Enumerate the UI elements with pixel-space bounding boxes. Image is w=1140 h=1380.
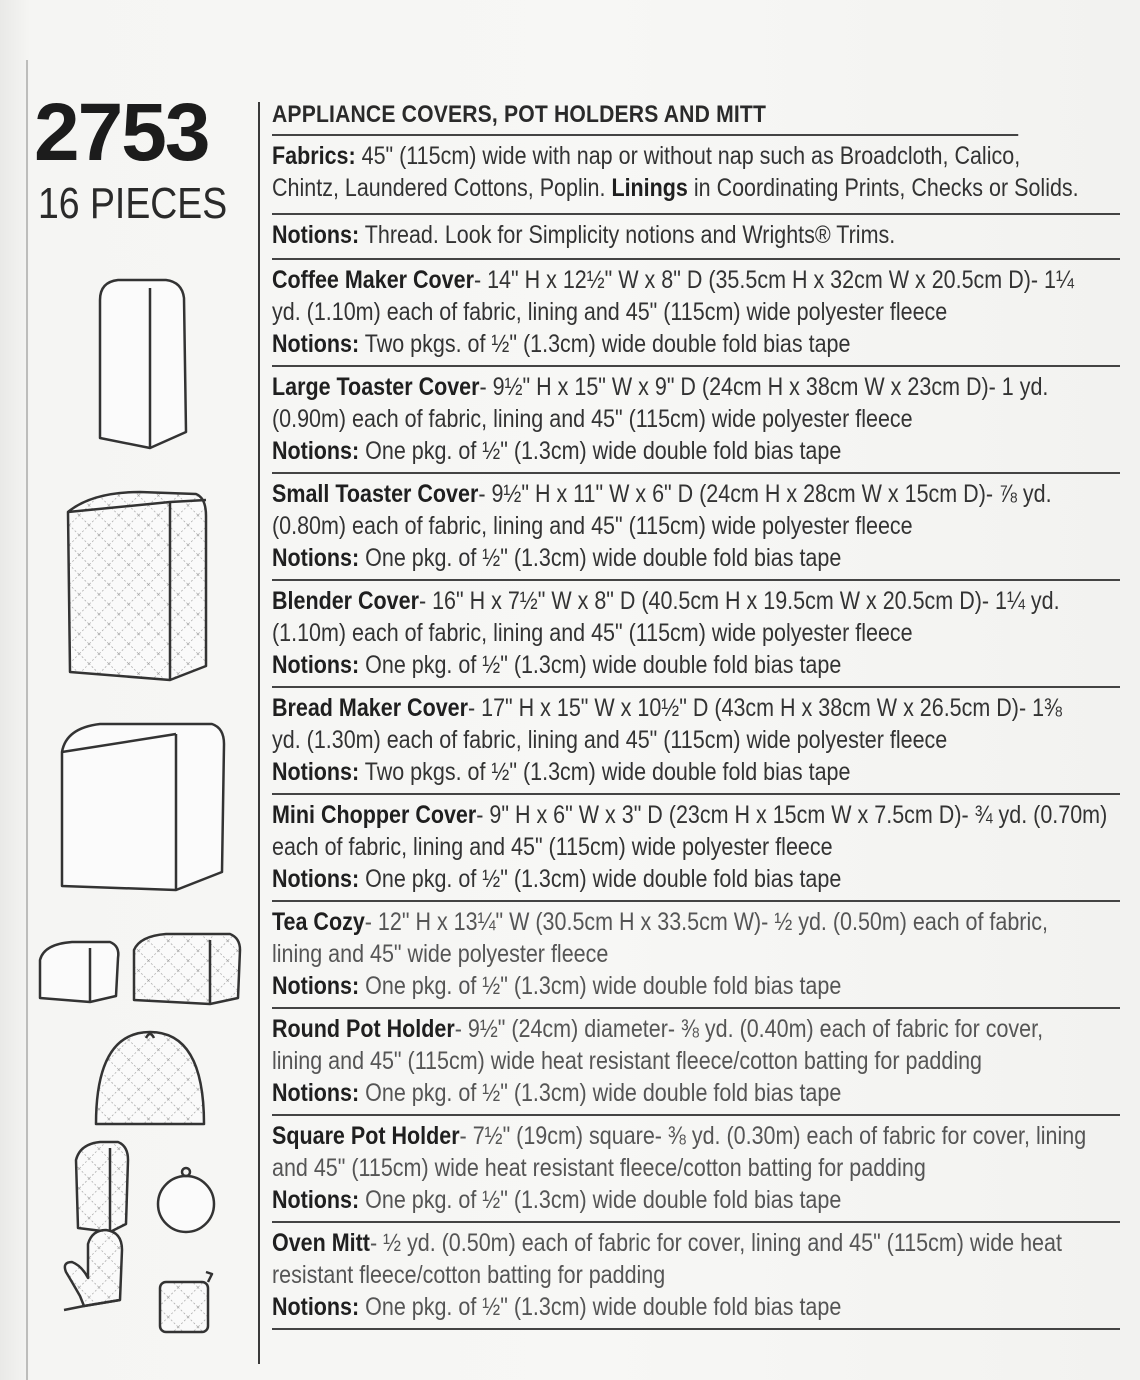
item-notions-text: One pkg. of ½" (1.3cm) wide double fold bias tape (359, 651, 842, 679)
item-yardage: (1.10m) each of fabric, lining and 45" (115cm) wide polyester fleece (272, 619, 913, 647)
item-yardage: each of fabric, lining and 45" (115cm) wide polyester fleece (272, 833, 833, 861)
item-notions-label: Notions: (272, 758, 360, 786)
general-notions-label: Notions: (272, 221, 360, 249)
item-yardage: and 45" (115cm) wide heat resistant fleece/cotton batting for padding (272, 1154, 926, 1182)
item-line-1 (272, 478, 1052, 510)
item-yardage: (0.80m) each of fabric, lining and 45" (115cm) wide polyester fleece (272, 512, 913, 540)
fabrics-label: Fabrics: (272, 142, 356, 170)
item-dimensions: - 9½" (24cm) diameter- ⅜ yd. (0.40m) each of fabric for cover, (454, 1015, 1044, 1043)
item-notions-label: Notions: (272, 544, 360, 572)
item-line-2 (272, 403, 1001, 435)
item-section (272, 795, 1120, 902)
item-line-2 (272, 296, 1001, 328)
item-dimensions: - ½ yd. (0.50m) each of fabric for cover, lining and 45" (115cm) wide heat (369, 1229, 1062, 1257)
item-notions-label: Notions: (272, 437, 360, 465)
item-line-2 (272, 617, 1001, 649)
item-name: Oven Mitt (272, 1229, 370, 1257)
fabrics-line-1 (272, 140, 1021, 172)
item-section (272, 474, 1120, 581)
item-yardage: (0.90m) each of fabric, lining and 45" (115cm) wide polyester fleece (272, 405, 913, 433)
item-line-2 (272, 831, 1001, 863)
item-illustrations (0, 0, 260, 1380)
item-dimensions: - 14" H x 12½" W x 8" D (35.5cm H x 32cm W x 20.5cm D)- 1¼ (473, 266, 1074, 294)
item-notions-line (272, 863, 1001, 895)
item-notions-text: One pkg. of ½" (1.3cm) wide double fold bias tape (359, 1293, 842, 1321)
item-section (272, 1116, 1120, 1223)
item-notions-label: Notions: (272, 330, 360, 358)
fabrics-text-2b: in Coordinating Prints, Checks or Solids. (687, 174, 1079, 202)
item-line-2 (272, 724, 1001, 756)
item-yardage: resistant fleece/cotton batting for padding (272, 1261, 666, 1289)
round-pot-holder-drawing (158, 1168, 214, 1232)
pattern-number: 2753 (34, 87, 209, 178)
fabrics-section (272, 136, 1120, 215)
tea-cozy-dome-drawing (96, 1032, 204, 1124)
bread-maker-cover-drawing (62, 724, 224, 890)
item-dimensions: - 9" H x 6" W x 3" D (23cm H x 15cm W x 7.5cm D)- ¾ yd. (0.70m) (476, 801, 1108, 829)
item-notions-label: Notions: (272, 1293, 360, 1321)
quilted-toaster-cover-drawing (68, 492, 206, 680)
item-name: Small Toaster Cover (272, 480, 479, 508)
general-notions-line (272, 219, 1001, 251)
item-notions-line (272, 435, 1001, 467)
item-notions-label: Notions: (272, 972, 360, 1000)
item-name: Round Pot Holder (272, 1015, 455, 1043)
item-notions-line (272, 970, 1001, 1002)
item-notions-line (272, 542, 1001, 574)
item-line-1 (272, 1120, 1087, 1152)
item-notions-text: One pkg. of ½" (1.3cm) wide double fold bias tape (359, 1079, 842, 1107)
item-line-2 (272, 1152, 1001, 1184)
item-notions-text: Two pkgs. of ½" (1.3cm) wide double fold bias tape (359, 758, 851, 786)
item-section (272, 902, 1120, 1009)
item-line-1 (272, 264, 1074, 296)
item-name: Square Pot Holder (272, 1122, 460, 1150)
item-name: Bread Maker Cover (272, 694, 468, 722)
item-notions-line (272, 756, 1001, 788)
item-line-1 (272, 1013, 1044, 1045)
square-pot-holder-drawing (160, 1272, 212, 1332)
item-notions-text: One pkg. of ½" (1.3cm) wide double fold bias tape (359, 972, 842, 1000)
linings-label: Linings (611, 174, 688, 202)
item-section (272, 688, 1120, 795)
item-notions-label: Notions: (272, 865, 360, 893)
item-notions-line (272, 328, 1001, 360)
item-yardage: lining and 45" wide polyester fleece (272, 940, 609, 968)
item-notions-line (272, 649, 1001, 681)
item-notions-text: Two pkgs. of ½" (1.3cm) wide double fold bias tape (359, 330, 851, 358)
coffee-maker-cover-drawing (100, 280, 186, 448)
general-notions-section (272, 215, 1120, 260)
item-notions-line (272, 1184, 1001, 1216)
item-name: Tea Cozy (272, 908, 365, 936)
item-section (272, 1223, 1120, 1330)
item-notions-text: One pkg. of ½" (1.3cm) wide double fold bias tape (359, 544, 842, 572)
item-dimensions: - 7½" (19cm) square- ⅜ yd. (0.30m) each of fabric for cover, lining (459, 1122, 1087, 1150)
item-section (272, 260, 1120, 367)
mini-chopper-cover-drawing (40, 942, 118, 1002)
requirements-panel (272, 98, 1120, 1330)
item-notions-line (272, 1077, 1001, 1109)
piece-count: 16 PIECES (38, 179, 228, 228)
item-line-1 (272, 371, 1049, 403)
item-section (272, 367, 1120, 474)
item-name: Large Toaster Cover (272, 373, 480, 401)
small-quilted-cover-drawing (76, 1142, 128, 1232)
item-name: Coffee Maker Cover (272, 266, 474, 294)
item-line-2 (272, 1259, 1001, 1291)
item-dimensions: - 9½" H x 15" W x 9" D (24cm H x 38cm W x 23cm D)- 1 yd. (479, 373, 1049, 401)
item-yardage: lining and 45" (115cm) wide heat resistant fleece/cotton batting for padding (272, 1047, 983, 1075)
item-dimensions: - 16" H x 7½" W x 8" D (40.5cm H x 19.5cm W x 20.5cm D)- 1¼ yd. (418, 587, 1060, 615)
item-line-1 (272, 692, 1062, 724)
item-section (272, 1009, 1120, 1116)
fabrics-text-2a: Chintz, Laundered Cottons, Poplin. (272, 174, 612, 202)
general-notions-text: Thread. Look for Simplicity notions and Wrights® Trims. (359, 221, 896, 249)
item-notions-text: One pkg. of ½" (1.3cm) wide double fold bias tape (359, 437, 842, 465)
fabrics-line-2 (272, 172, 1079, 204)
item-name: Blender Cover (272, 587, 419, 615)
item-dimensions: - 12" H x 13¼" W (30.5cm H x 33.5cm W)- ½ yd. (0.50m) each of fabric, (364, 908, 1048, 936)
item-line-2 (272, 1045, 1001, 1077)
item-notions-text: One pkg. of ½" (1.3cm) wide double fold bias tape (359, 1186, 842, 1214)
fabrics-text-1: 45" (115cm) wide with nap or without nap such as Broadcloth, Calico, (355, 142, 1021, 170)
item-notions-text: One pkg. of ½" (1.3cm) wide double fold bias tape (359, 865, 842, 893)
item-line-1 (272, 799, 1108, 831)
item-line-2 (272, 938, 1001, 970)
page-title: APPLIANCE COVERS, POT HOLDERS AND MITT (272, 98, 1018, 136)
item-line-1 (272, 585, 1060, 617)
item-notions-label: Notions: (272, 1186, 360, 1214)
oven-mitt-drawing (64, 1230, 122, 1310)
item-section (272, 581, 1120, 688)
item-yardage: yd. (1.10m) each of fabric, lining and 45" (115cm) wide polyester fleece (272, 298, 948, 326)
item-line-2 (272, 510, 1001, 542)
item-dimensions: - 9½" H x 11" W x 6" D (24cm H x 28cm W x 15cm D)- ⅞ yd. (478, 480, 1052, 508)
item-line-1 (272, 1227, 1062, 1259)
item-dimensions: - 17" H x 15" W x 10½" D (43cm H x 38cm W x 26.5cm D)- 1⅜ (467, 694, 1062, 722)
item-yardage: yd. (1.30m) each of fabric, lining and 45" (115cm) wide polyester fleece (272, 726, 948, 754)
item-notions-label: Notions: (272, 651, 360, 679)
item-line-1 (272, 906, 1048, 938)
item-notions-line (272, 1291, 1001, 1323)
item-list (272, 260, 1120, 1330)
item-notions-label: Notions: (272, 1079, 360, 1107)
item-name: Mini Chopper Cover (272, 801, 477, 829)
tea-cozy-cover-drawing (134, 934, 240, 1004)
